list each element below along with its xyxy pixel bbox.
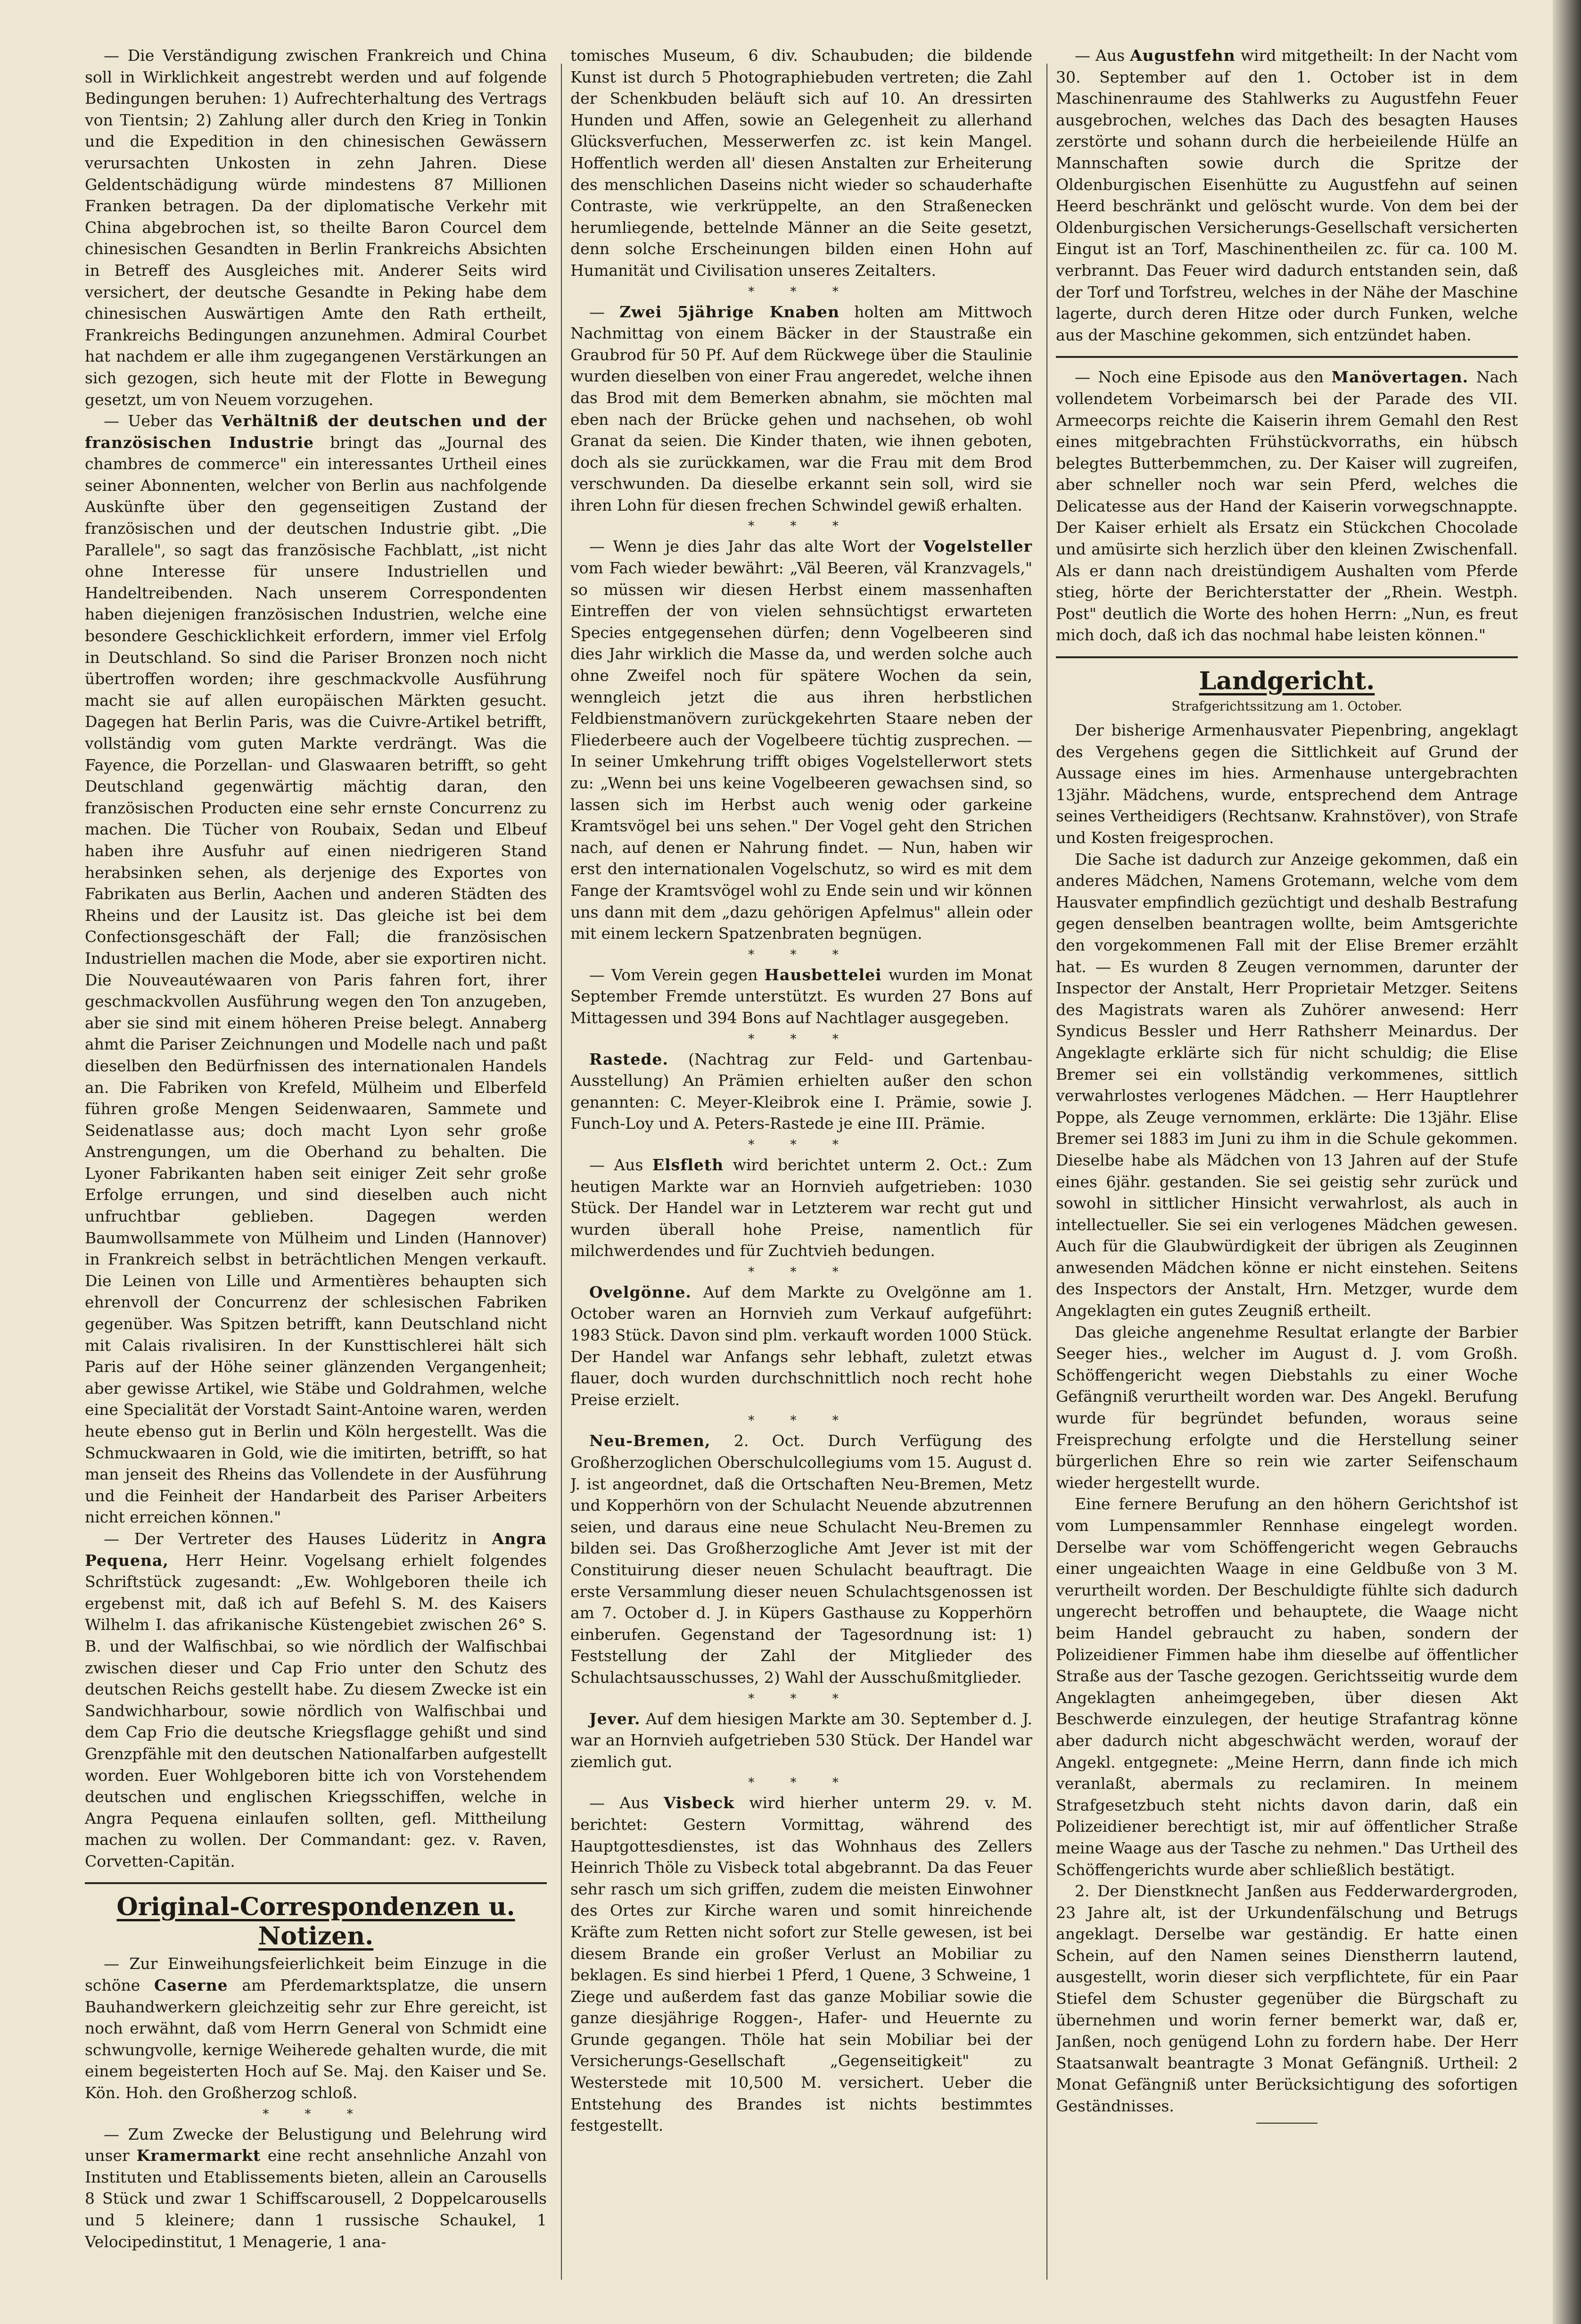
separator-stars: * * * [748,1691,855,1706]
article-augustfehn: — Aus Augustfehn wird mitgetheilt: In der Nacht vom 30. September auf den 1. October ist in dem Maschinenraume des Stahlwerks zu Augustfehn Feuer ausgebrochen, welches das Dach des besagten Hauses zerstörte und sohann durch die herbeieilende Hülfe an Mannschaften sowie durch die Spritze der Oldenburgischen Eisenhütte zu Augustfehn auf seinen Heerd beschränkt und gelöscht wurde. Von dem bei der Oldenburgischen Versicherungs-Gesellschaft versicherten Eingut ist an Torf, Maschinentheilen zc. für ca. 100 M. verbrannt. Das Feuer wird dadurch entstanden sein, daß der Torf und Torfstreu, welches in der Nähe der Maschine lagerte, durch deren Hitze oder durch Funken, welche aus der Maschine gekommen, sich entzündet haben. [1056,46,1518,344]
page-edge-shadow [1553,0,1581,2324]
article-keyword: Caserne [154,1976,228,1995]
article-keyword: Jever. [589,1709,641,1728]
section-divider [85,1882,547,1884]
court-case-janssen: 2. Der Dienstknecht Janßen aus Fedderwardergroden, 23 Jahre alt, ist der Urkundenfälschung und Betrugs angeklagt. Derselbe war geständig. Er hatte einen Schein, auf den Namen seines Dienstherrn lautend, ausgestellt, worin dieser sich verpflichtete, für ein Paar Stiefel dem Schuster gegenüber die Bürgschaft zu übernehmen und worin ferner bemerkt war, daß er, Janßen, noch genügend Lohn zu fordern habe. Der Herr Staatsanwalt beantragte 3 Monat Gefängniß. Urtheil: 2 Monat Gefängniß unter Berücksichtigung des sofortigen Geständnisses. [1056,1882,1518,2116]
article-ovelgoenne: Ovelgönne. Auf dem Markte zu Ovelgönne am 1. October waren an Hornvieh zum Verkauf aufgeführt: 1983 Stück. Davon sind plm. verkauft worden 1000 Stück. Der Handel war Anfangs sehr lebhaft, zuletzt etwas flauer, doch wurden durchschnittlich noch recht hohe Preise erzielt. [570,1282,1032,1409]
column-2 [570,45,1032,2299]
article-keyword: Kramermarkt [136,2146,261,2165]
article-keyword: Hausbettelei [764,965,882,984]
section-divider [1056,656,1518,658]
separator-stars: * * * [748,284,855,299]
section-heading-landgericht: Landgericht. [1199,667,1375,696]
article-elsfleth: — Aus Elsfleth wird berichtet unterm 2. Oct.: Zum heutigen Markte war an Hornvieh aufgetrieben: 1030 Stück. Der Handel war in Letzterem war recht gut und wurden überall hohe Preise, namentlich für milchwerdendes und für Zuchtvieh bedungen. [570,1155,1032,1260]
article-industrie: — Ueber das Verhältniß der deutschen und der französischen Industrie bringt das „Journal des chambres de commerce" ein interessantes Urtheil eines seiner Abonnenten, welcher von Berlin aus nachfolgende Auskünfte über den gegenseitigen Zustand der französischen und der deutschen Industrie gibt. „Die Parallele", so sagt das französische Fachblatt, „ist nicht ohne Interesse für unsere Industriellen und Handeltreibenden. Nach unserem Correspondenten haben diejenigen französischen Industrien, welche eine besondere Geschicklichkeit erfordern, immer viel Erfolg in Deutschland. So sind die Pariser Bronzen noch nicht übertroffen worden; ihre geschmackvolle Ausführung macht sie auf allen europäischen Märkten gesucht. Dagegen hat Berlin Paris, was die Cuivre-Artikel betrifft, vollständig vom guten Markte verdrängt. Was die Fayence, die Porzellan- und Glaswaaren betrifft, so geht Deutschland gegenwärtig mächtig daran, den französischen Producten eine sehr ernste Concurrenz zu machen. Die Tücher von Roubaix, Sedan und Elbeuf haben ihre Ausfuhr auf einen niedrigeren Stand herabsinken sehen, als derjenige des Exportes von Fabrikaten aus Berlin, Aachen und anderen Städten des Rheins und der Lausitz ist. Das gleiche ist bei dem Confectionsgeschäft der Fall; die französischen Industriellen machen die Mode, aber sie exportiren nicht. Die Nouveautéwaaren von Paris fahren fort, ihrer geschmackvollen Ausführung wegen den Ton anzugeben, aber sie sind mit einem höheren Preise belegt. Annaberg ahmt die Pariser Zeichnungen und Modelle nach und paßt dieselben den Bedürfnissen des internationalen Handels an. Die Fabriken von Krefeld, Mülheim und Elberfeld führen große Mengen Seidenwaaren, Sammete und Seidenatlasse aus; doch macht Lyon sehr große Anstrengungen, um die Oberhand zu behalten. Die Lyoner Fabrikanten haben seit einiger Zeit sehr große Erfolge errungen, und sind dieselben auch nicht unfruchtbar geblieben. Dagegen werden Baumwollsammete von Mülheim und Linden (Hannover) in Frankreich selbst in beträchtlichen Mengen verkauft. Die Leinen von Lille und Armentières behaupten sich ehrenvoll der Concurrenz der schlesischen Fabriken gegenüber. Was Spitzen betrifft, kann Deutschland nicht mit Calais rivalisiren. In der Kunsttischlerei hält sich Paris auf der Höhe seiner glänzenden Vergangenheit; aber gewisse Artikel, wie Stäbe und Goldrahmen, welche eine Specialität der Vorstadt Saint-Antoine waren, werden heute ebenso gut in Berlin und Köln hergestellt. Was die Schmuckwaaren in Gold, wie die imitirten, betrifft, so hat man jenseit des Rheins das Vollendete in der Ausführung und die Feinheit der Handarbeit des Pariser Arbeiters nicht erreichen können." [85,412,547,1527]
article-keyword: Rastede. [589,1050,668,1068]
article-keyword: Augustfehn [1130,46,1235,65]
separator-stars: * * * [748,1414,855,1428]
separator-stars: * * * [748,947,855,962]
column-rule [561,64,562,2280]
separator-stars: * * * [748,1032,855,1046]
article-keyword: Visbeck [663,1794,734,1812]
article-caserne: — Zur Einweihungsfeierlichkeit beim Einzuge in die schöne Caserne am Pferdemarktsplatze, die unsern Bauhandwerkern gleichzeitig sehr zur Ehre gereicht, ist noch erwähnt, daß vom Herrn General von Schmidt eine schwungvolle, kernige Weiherede gehalten wurde, die mit einem begeisterten Hoch auf Se. Maj. den Kaiser und Se. Kön. Hoh. den Großherzog schloß. [85,1954,547,2102]
article-kramermarkt: — Zum Zwecke der Belustigung und Belehrung wird unser Kramermarkt eine recht ansehnliche Anzahl von Instituten und Etablissements bieten, allein an Carousells 8 Stück und zwar 1 Schiffscarousell, 2 Doppelcarousells und 5 kleinere; dann 1 russische Schaukel, 1 Velocipedinstitut, 1 Menagerie, 1 ana- [85,2125,547,2251]
court-case-details: Die Sache ist dadurch zur Anzeige gekommen, daß ein anderes Mädchen, Namens Grotemann, welche vom dem Hausvater empfindlich gezüchtigt und deshalb Bestrafung gegen denselben beantragen wollte, beim Amtsgerichte den vorgekommenen Fall mit der Elise Bremer erzählt hat. — Es wurden 8 Zeugen vernommen, darunter der Inspector der Anstalt, Herr Proprietair Metzger. Seitens des Magistrats waren als Zuhörer anwesend: Herr Syndicus Bessler und Herr Rathsherr Meinardus. Der Angeklagte erklärte sich für nicht schuldig; die Elise Bremer sei ein vollständig verkommenes, sittlich verwahrlostes verlogenes Mädchen. — Herr Hauptlehrer Poppe, als Zeuge vernommen, erklärte: Die 13jähr. Elise Bremer sei 1883 im Juni zu ihm in die Schule gekommen. Dieselbe habe als Mädchen von 13 Jahren auf der Stufe eines 6jähr. gestanden. Sie sei geistig sehr zurück und sowohl in sittlicher Hinsicht verwahrlost, als auch in intellectueller. Sie sei ein verlogenes Mädchen gewesen. Auch für die Glaubwürdigkeit der übrigen als Zeuginnen anwesenden Mädchen könne er nicht einstehen. Seitens des Inspectors der Anstalt, Hrn. Metzger, wurde dem Angeklagten ein gutes Zeugniß ertheilt. [1056,850,1518,1320]
article-jever: Jever. Auf dem hiesigen Markte am 30. September d. J. war an Hornvieh aufgetrieben 530 Stück. Der Handel war ziemlich gut. [570,1709,1032,1771]
separator-stars: * * * [263,2107,369,2121]
section-heading-correspondenzen: Original-Correspondenzen u. Notizen. [116,1893,515,1951]
article-keyword: Elsfleth [652,1155,724,1174]
article-angra-pequena: — Der Vertreter des Hauses Lüderitz in Angra Pequena, Herr Heinr. Vogelsang erhielt folgendes Schriftstück zugesandt: „Ew. Wohlgeboren theile ich ergebenst mit, daß ich auf Befehl S. M. des Kaisers Wilhelm I. das afrikanische Küstengebiet zwischen 26° S. B. und der Walfischbai, so wie nördlich der Walfischbai zwischen dieser und Cap Frio unter den Schutz des deutschen Reichs gestellt habe. Zu diesem Zwecke ist ein Sandwichharbour, sowie nördlich von Walfischbai und dem Cap Frio die deutsche Kriegsflagge gehißt und sind Grenzpfähle mit den deutschen Nationalfarben aufgestellt worden. Euer Wohlgeboren bitte ich von Vorstehendem deutschen und englischen Kriegsschiffen, welche in Angra Pequena einlaufen sollten, gefl. Mittheilung machen zu wollen. Der Commandant: gez. v. Raven, Corvetten-Capitän. [85,1529,547,1870]
article-hausbettelei: — Vom Verein gegen Hausbettelei wurden im Monat September Fremde unterstützt. Es wurden 27 Bons auf Mittagessen und 394 Bons auf Nachtlager ausgegeben. [570,965,1032,1027]
article-visbeck: — Aus Visbeck wird hierher unterm 29. v. M. berichtet: Gestern Vormittag, während des Hauptgottesdienstes, ist das Wohnhaus des Zellers Heinrich Thöle zu Visbeck total abgebrannt. Da das Feuer sehr rasch um sich griffen, zudem die meisten Einwohner des Ortes zur Kirche waren und somit hinreichende Kräfte zum Retten nicht sofort zur Stelle gewesen, ist bei diesem Brande ein großer Verlust an Mobiliar zu beklagen. Es sind hierbei 1 Pferd, 1 Quene, 3 Schweine, 1 Ziege und außerdem fast das ganze Mobiliar sowie die ganze diesjährige Roggen-, Hafer- und Heuernte zu Grunde gegangen. Thöle hat sein Mobiliar bei der Versicherungs-Gesellschaft „Gegenseitigkeit" zu Westerstede mit 10,500 M. versichert. Ueber die Entstehung des Brandes ist nichts bestimmtes festgestellt. [570,1794,1032,2135]
article-keyword: Neu-Bremen, [589,1431,711,1450]
article-manoevertage: — Noch eine Episode aus den Manövertagen. Nach vollendetem Vorbeimarsch bei der Parade des VII. Armeecorps reichte die Kaiserin ihrem Gemahl den Rest eines mitgebrachten Frühstückvorraths, ein hübsch belegtes Butterbemmchen, zu. Der Kaiser will zugreifen, aber schneller noch war sein Pferd, welches die Delicatesse aus der Hand der Kaiserin vorwegschnappte. Der Kaiser erhielt als Ersatz ein Stückchen Chocolade und amüsirte sich herzlich über den kleinen Zwischenfall. Als er dann nach dreistündigem Aushalten vom Pferde stieg, hörte der Berichterstatter der „Rhein. Westph. Post" deutlich die Worte des hohen Herrn: „Nun, es freut mich doch, daß ich das nochmal habe leisten können." [1056,368,1518,645]
court-case-seeger: Das gleiche angenehme Resultat erlangte der Barbier Seeger hies., welcher im August d. J. vom Großh. Schöffengericht wegen Diebstahls zu einer Woche Gefängniß verurtheilt worden war. Des Angekl. Berufung wurde für begründet befunden, woraus seine Freisprechung erfolgte und die Herstellung seiner bürgerlichen Ehre so rein wie zarter Seifenschaum wieder hergestellt wurde. [1056,1323,1518,1492]
article-knaben: — Zwei 5jährige Knaben holten am Mittwoch Nachmittag von einem Bäcker in der Staustraße ein Graubrod für 50 Pf. Auf dem Rückwege über die Staulinie wurden dieselben von einer Frau angeredet, welche ihnen das Brod mit dem Bemerken abnahm, sie möchten mal eben nach der Brücke gehen und nachsehen, ob wohl Granat da seien. Die Kinder thaten, wie ihnen geboten, doch als sie zurückkamen, war die Frau mit dem Brod verschwunden. Da dieselbe erkannt sein soll, wird sie ihren Lohn für diesen frechen Schwindel gewiß erhalten. [570,302,1032,514]
article-neu-bremen: Neu-Bremen, 2. Oct. Durch Verfügung des Großherzoglichen Oberschulcollegiums vom 15. August d. J. ist angeordnet, daß die Ortschaften Neu-Bremen, Metz und Kopperhörn von der Schulacht Neuende abzutrennen seien, und daraus eine neue Schulacht Neu-Bremen zu bilden sei. Das Großherzogliche Amt Jever ist mit der Constituirung dieser neuen Schulacht beauftragt. Die erste Versammlung dieser neuen Schulachtsgenossen ist am 7. October d. J. in Küpers Gasthause zu Kopperhörn einberufen. Gegenstand der Tagesordnung ist: 1) Feststellung der Zahl der Mitglieder des Schulachtsausschusses, 2) Wahl der Ausschußmitglieder. [570,1431,1032,1687]
article-rastede: Rastede. (Nachtrag zur Feld- und Gartenbau-Ausstellung) An Prämien erhielten außer den schon genannten: C. Meyer-Kleibrok eine I. Prämie, sowie J. Funch-Loy und A. Peters-Rastede je eine III. Prämie. [570,1050,1032,1133]
section-subheading: Strafgerichtssitzung am 1. October. [1171,699,1402,714]
article-keyword: Angra Pequena, [85,1529,547,1570]
separator-stars: * * * [748,519,855,534]
court-case-piepenbring: Der bisherige Armenhausvater Piepenbring, angeklagt des Vergehens gegen die Sittlichkeit auf Grund der Aussage eines im hies. Armenhause untergebrachten 13jähr. Mädchens, wurde, entsprechend dem Antrage seines Vertheidigers (Rechtsanw. Krahnstöver), von Strafe und Kosten freigesprochen. [1056,721,1518,847]
separator-stars: * * * [748,1137,855,1152]
newspaper-page [85,45,1527,2308]
article-china: — Die Verständigung zwischen Frankreich und China soll in Wirklichkeit angestrebt werden und auf folgende Bedingungen beruhen: 1) Aufrechterhaltung des Vertrags von Tientsin; 2) Zahlung aller durch den Krieg in Tonkin und die Expedition in den chinesischen Gewässern verursachten Unkosten in zehn Jahren. Diese Geldentschädigung würde mindestens 87 Millionen Franken betragen. Da der diplomatische Verkehr mit China abgebrochen ist, so theilte Baron Courcel dem chinesischen Gesandten in Berlin Frankreichs Absichten in Betreff des Ausgleiches mit. Anderer Seits wird versichert, der deutsche Gesandte in Peking habe dem chinesischen Auswärtigen Amte den Rath ertheilt, Frankreichs Bedingungen anzunehmen. Admiral Courbet hat nachdem er alle ihm zugegangenen Verstärkungen an sich gezogen, sich heute mit der Flotte in Bewegung gesetzt, um von Neuem vorzugehen. [85,46,547,409]
separator-stars: * * * [748,1265,855,1279]
article-vogelsteller: — Wenn je dies Jahr das alte Wort der Vogelsteller vom Fach wieder bewährt: „Väl Beeren, väl Kranzvagels," so müssen wir diesen Herbst einem massenhaften Eintreffen der von vielen sehnsüchtigst erwarteten Species entgegensehen dürfen; denn Vogelbeeren sind dies Jahr wirklich die Masse da, und werden solche auch ohne Zweifel noch für spätere Wochen da sein, wenngleich jetzt die aus ihren herbstlichen Feldbienstmanövern zurückgekehrten Staare neben der Fliederbeere auch der Vogelbeere tüchtig zusprechen. — In seiner Umkehrung trifft obiges Vogelstellerwort stets zu: „Wenn bei uns keine Vogelbeeren gewachsen sind, so lassen sich im Herbst auch wenig oder garkeine Kramtsvögel bei uns sehen." Der Vogel geht den Strichen nach, auf denen er Nahrung findet. — Nun, haben wir erst den internationalen Vogelschutz, so wird es mit dem Fange der Kramtsvögel wohl zu Ende sein und wir können uns dann mit dem „dazu gehörigen Apfelmus" allein oder mit einem leckern Spatzenbraten begnügen. [570,537,1032,943]
article-keyword: Vogelsteller [923,537,1032,556]
article-kramermarkt-cont: tomisches Museum, 6 div. Schaubuden; die bildende Kunst ist durch 5 Photographiebuden vertreten; die Zahl der Schenkbuden beläuft sich auf 10. An dressirten Hunden und Affen, sowie an Gelegenheit zu allerhand Glücksverfuchen, Messerwerfen zc. ist kein Mangel. Hoffentlich werden all' diesen Anstalten zur Erheiterung des menschlichen Daseins nicht wieder so schauderhafte Contraste, wie verkrüppelte, an den Straßenecken herumliegende, bettelnde Männer an die Seite gesetzt, denn solche Erscheinungen bilden einen Hohn auf Humanität und Civilisation unseres Zeitalters. [570,46,1032,280]
column-rule [1046,64,1047,2280]
article-keyword: Verhältniß der deutschen und der französischen Industrie [85,412,547,452]
section-divider [1056,356,1518,358]
article-keyword: Manövertagen. [1331,368,1469,387]
article-keyword: Zwei 5jährige Knaben [619,302,840,321]
separator-stars: * * * [748,1776,855,1790]
end-rule [1256,2123,1318,2124]
column-3 [1056,45,1518,2299]
article-keyword: Ovelgönne. [589,1282,692,1301]
column-1 [85,45,547,2299]
court-case-rennhase: Eine fernere Berufung an den höhern Gerichtshof ist vom Lumpensammler Rennhase eingelegt worden. Derselbe war vom Schöffengericht wegen Gebrauchs einer ungeaichten Waage in eine Geldbuße von 3 M. verurtheilt worden. Der Beschuldigte fühlte sich dadurch ungerecht betroffen und behauptete, die Waage nicht beim Handel gebraucht zu haben, sondern der Polizeidiener Fimmen habe ihm dieselbe auf öffentlicher Straße aus der Tasche gezogen. Gerichtsseitig wurde dem Angeklagten anheimgegeben, über diesen Akt Beschwerde einzulegen, der heutige Strafantrag könne aber dadurch nicht abgeschwächt werden, worauf der Angekl. entgegnete: „Meine Herrn, dann finde ich mich veranlaßt, abermals zu reclamiren. In meinem Strafgesetzbuch steht nichts davon darin, daß ein Polizeidiener berechtigt ist, mir auf öffentlicher Straße meine Waage aus der Tasche zu nehmen." Das Urtheil des Schöffengerichts wurde aber schließlich bestätigt. [1056,1495,1518,1879]
